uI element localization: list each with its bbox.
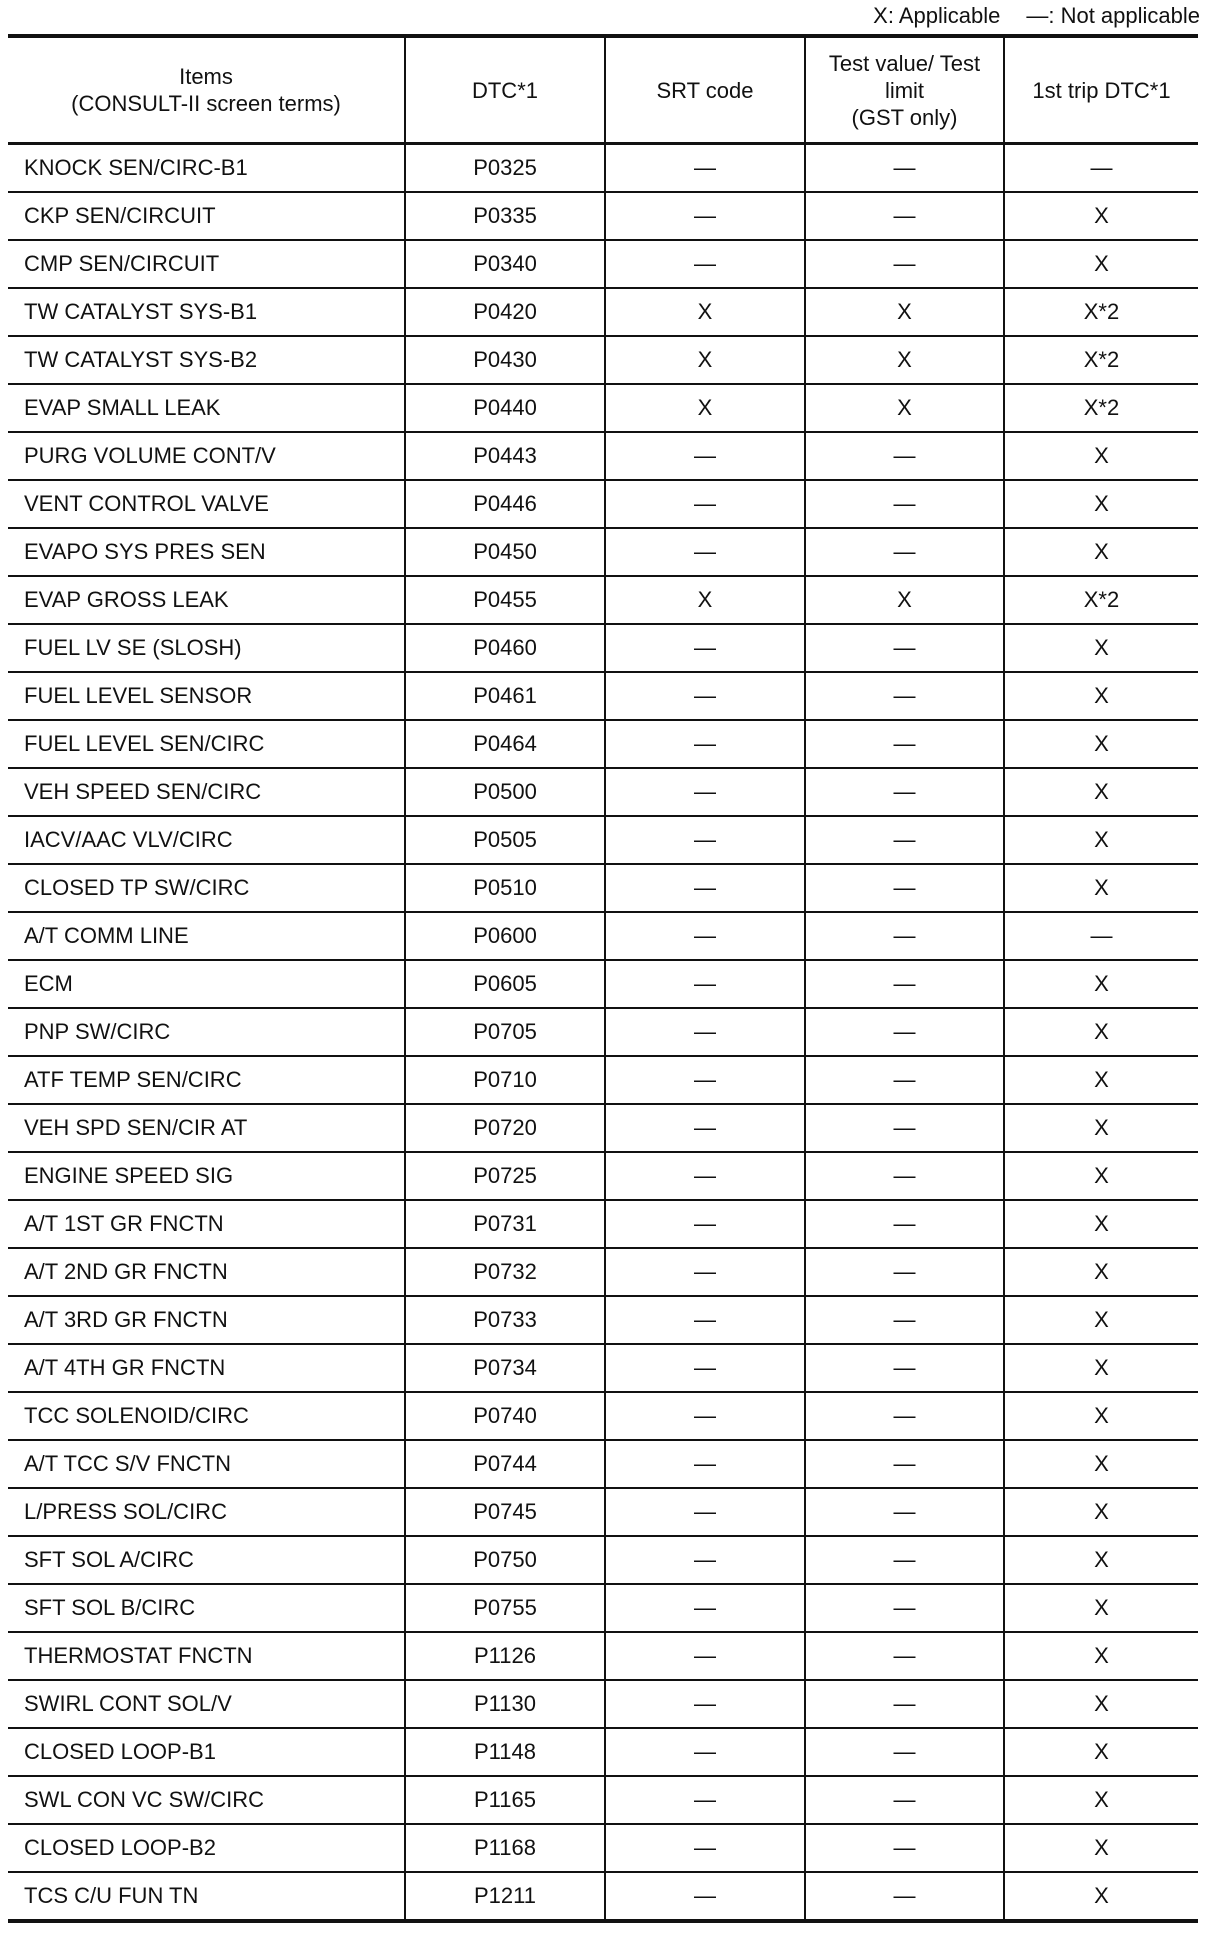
srt-code-cell: —	[605, 1872, 805, 1921]
srt-code-cell: —	[605, 1200, 805, 1248]
dtc-cell: P1165	[405, 1776, 605, 1824]
dtc-cell: P0710	[405, 1056, 605, 1104]
srt-code-cell: —	[605, 144, 805, 193]
item-cell: ENGINE SPEED SIG	[8, 1152, 405, 1200]
dtc-cell: P0720	[405, 1104, 605, 1152]
first-trip-dtc-cell: X	[1004, 1776, 1198, 1824]
item-cell: VENT CONTROL VALVE	[8, 480, 405, 528]
test-value-cell: —	[805, 816, 1004, 864]
table-row	[8, 240, 1198, 288]
test-value-cell: —	[805, 864, 1004, 912]
srt-code-cell: —	[605, 1296, 805, 1344]
test-value-cell: —	[805, 1008, 1004, 1056]
dtc-cell: P0420	[405, 288, 605, 336]
first-trip-dtc-cell: X*2	[1004, 336, 1198, 384]
dtc-cell: P0325	[405, 144, 605, 193]
test-value-cell: —	[805, 1248, 1004, 1296]
srt-code-cell: —	[605, 816, 805, 864]
first-trip-dtc-cell: X	[1004, 1296, 1198, 1344]
item-cell: CMP SEN/CIRCUIT	[8, 240, 405, 288]
dtc-cell: P1168	[405, 1824, 605, 1872]
legend-applicable: X: Applicable	[873, 3, 1001, 28]
test-value-cell: —	[805, 1152, 1004, 1200]
test-value-cell: —	[805, 480, 1004, 528]
srt-code-cell: —	[605, 192, 805, 240]
dtc-cell: P1211	[405, 1872, 605, 1921]
dtc-cell: P0443	[405, 432, 605, 480]
srt-code-cell: X	[605, 336, 805, 384]
item-cell: EVAPO SYS PRES SEN	[8, 528, 405, 576]
table-row	[8, 672, 1198, 720]
srt-code-cell: —	[605, 1680, 805, 1728]
header-1st-trip-dtc	[1004, 36, 1198, 144]
srt-code-cell: —	[605, 432, 805, 480]
item-cell: EVAP SMALL LEAK	[8, 384, 405, 432]
first-trip-dtc-cell: X	[1004, 1392, 1198, 1440]
srt-code-cell: —	[605, 624, 805, 672]
test-value-cell: —	[805, 144, 1004, 193]
srt-code-cell: —	[605, 480, 805, 528]
item-cell: CKP SEN/CIRCUIT	[8, 192, 405, 240]
srt-code-cell: —	[605, 528, 805, 576]
srt-code-cell: —	[605, 1632, 805, 1680]
first-trip-dtc-cell: X	[1004, 432, 1198, 480]
srt-code-cell: —	[605, 1248, 805, 1296]
first-trip-dtc-cell: X	[1004, 960, 1198, 1008]
first-trip-dtc-cell: X	[1004, 1680, 1198, 1728]
table-row	[8, 1776, 1198, 1824]
first-trip-dtc-cell: X	[1004, 816, 1198, 864]
dtc-cell: P0500	[405, 768, 605, 816]
dtc-cell: P0464	[405, 720, 605, 768]
dtc-cell: P0505	[405, 816, 605, 864]
dtc-cell: P0340	[405, 240, 605, 288]
test-value-cell: —	[805, 1200, 1004, 1248]
item-cell: FUEL LEVEL SEN/CIRC	[8, 720, 405, 768]
test-value-cell: —	[805, 720, 1004, 768]
table-row	[8, 384, 1198, 432]
table-row	[8, 1632, 1198, 1680]
table-row	[8, 1056, 1198, 1104]
table-row	[8, 1488, 1198, 1536]
first-trip-dtc-cell: X	[1004, 1440, 1198, 1488]
dtc-cell: P0455	[405, 576, 605, 624]
item-cell: L/PRESS SOL/CIRC	[8, 1488, 405, 1536]
test-value-cell: —	[805, 1680, 1004, 1728]
first-trip-dtc-cell: X	[1004, 1152, 1198, 1200]
header-line: DTC*1	[471, 77, 538, 103]
srt-code-cell: —	[605, 768, 805, 816]
table-row	[8, 144, 1198, 193]
dtc-table	[8, 34, 1198, 1923]
table-row	[8, 720, 1198, 768]
item-cell: SFT SOL B/CIRC	[8, 1584, 405, 1632]
test-value-cell: —	[805, 1536, 1004, 1584]
table-row	[8, 576, 1198, 624]
item-cell: VEH SPEED SEN/CIRC	[8, 768, 405, 816]
table-row	[8, 912, 1198, 960]
test-value-cell: —	[805, 1440, 1004, 1488]
header-dtc	[405, 36, 605, 144]
item-cell: KNOCK SEN/CIRC-B1	[8, 144, 405, 193]
srt-code-cell: —	[605, 240, 805, 288]
item-cell: A/T 1ST GR FNCTN	[8, 1200, 405, 1248]
test-value-cell: —	[805, 432, 1004, 480]
item-cell: A/T 2ND GR FNCTN	[8, 1248, 405, 1296]
item-cell: A/T 3RD GR FNCTN	[8, 1296, 405, 1344]
test-value-cell: —	[805, 1632, 1004, 1680]
first-trip-dtc-cell: X	[1004, 1632, 1198, 1680]
dtc-cell: P0440	[405, 384, 605, 432]
first-trip-dtc-cell: X	[1004, 192, 1198, 240]
dtc-cell: P1130	[405, 1680, 605, 1728]
item-cell: CLOSED TP SW/CIRC	[8, 864, 405, 912]
table-row	[8, 1248, 1198, 1296]
test-value-cell: X	[805, 288, 1004, 336]
table-row	[8, 1728, 1198, 1776]
test-value-cell: —	[805, 1104, 1004, 1152]
table-row	[8, 1584, 1198, 1632]
dtc-cell: P0745	[405, 1488, 605, 1536]
header-line: SRT code	[656, 77, 754, 103]
first-trip-dtc-cell: X	[1004, 1728, 1198, 1776]
item-cell: TCS C/U FUN TN	[8, 1872, 405, 1921]
srt-code-cell: —	[605, 720, 805, 768]
dtc-cell: P0510	[405, 864, 605, 912]
item-cell: ECM	[8, 960, 405, 1008]
srt-code-cell: —	[605, 1584, 805, 1632]
srt-code-cell: —	[605, 1344, 805, 1392]
dtc-cell: P0725	[405, 1152, 605, 1200]
table-row	[8, 1392, 1198, 1440]
first-trip-dtc-cell: X	[1004, 720, 1198, 768]
table-row	[8, 1536, 1198, 1584]
item-cell: PURG VOLUME CONT/V	[8, 432, 405, 480]
dtc-cell: P0740	[405, 1392, 605, 1440]
item-cell: FUEL LV SE (SLOSH)	[8, 624, 405, 672]
table-row	[8, 1824, 1198, 1872]
test-value-cell: X	[805, 384, 1004, 432]
table-row	[8, 1008, 1198, 1056]
first-trip-dtc-cell: X	[1004, 1344, 1198, 1392]
dtc-cell: P0705	[405, 1008, 605, 1056]
test-value-cell: —	[805, 672, 1004, 720]
dtc-cell: P0600	[405, 912, 605, 960]
srt-code-cell: X	[605, 288, 805, 336]
table-row	[8, 1296, 1198, 1344]
item-cell: PNP SW/CIRC	[8, 1008, 405, 1056]
item-cell: TW CATALYST SYS-B1	[8, 288, 405, 336]
item-cell: IACV/AAC VLV/CIRC	[8, 816, 405, 864]
srt-code-cell: —	[605, 1824, 805, 1872]
first-trip-dtc-cell: X*2	[1004, 384, 1198, 432]
first-trip-dtc-cell: X	[1004, 1584, 1198, 1632]
table-row	[8, 1200, 1198, 1248]
srt-code-cell: —	[605, 1440, 805, 1488]
table-row	[8, 816, 1198, 864]
first-trip-dtc-cell: X	[1004, 480, 1198, 528]
test-value-cell: —	[805, 768, 1004, 816]
first-trip-dtc-cell: X	[1004, 1488, 1198, 1536]
srt-code-cell: —	[605, 864, 805, 912]
dtc-cell: P1148	[405, 1728, 605, 1776]
srt-code-cell: —	[605, 1728, 805, 1776]
item-cell: TCC SOLENOID/CIRC	[8, 1392, 405, 1440]
srt-code-cell: —	[605, 672, 805, 720]
table-row	[8, 1152, 1198, 1200]
header-test-value	[805, 36, 1004, 144]
table-row	[8, 528, 1198, 576]
srt-code-cell: X	[605, 576, 805, 624]
srt-code-cell: —	[605, 1536, 805, 1584]
dtc-cell: P0750	[405, 1536, 605, 1584]
header-line: 1st trip DTC*1	[1032, 77, 1171, 103]
table-row	[8, 1680, 1198, 1728]
test-value-cell: X	[805, 336, 1004, 384]
srt-code-cell: —	[605, 912, 805, 960]
item-cell: CLOSED LOOP-B2	[8, 1824, 405, 1872]
table-row	[8, 1344, 1198, 1392]
test-value-cell: —	[805, 240, 1004, 288]
test-value-cell: —	[805, 1392, 1004, 1440]
item-cell: ATF TEMP SEN/CIRC	[8, 1056, 405, 1104]
header-row	[8, 36, 1198, 144]
dtc-cell: P0733	[405, 1296, 605, 1344]
dtc-cell: P0430	[405, 336, 605, 384]
table-row	[8, 864, 1198, 912]
first-trip-dtc-cell: X*2	[1004, 576, 1198, 624]
table-row	[8, 288, 1198, 336]
test-value-cell: —	[805, 1344, 1004, 1392]
first-trip-dtc-cell: X	[1004, 624, 1198, 672]
first-trip-dtc-cell: X	[1004, 1008, 1198, 1056]
dtc-cell: P0335	[405, 192, 605, 240]
first-trip-dtc-cell: X	[1004, 528, 1198, 576]
item-cell: SWL CON VC SW/CIRC	[8, 1776, 405, 1824]
header-line: (CONSULT-II screen terms)	[71, 91, 341, 116]
dtc-cell: P0460	[405, 624, 605, 672]
item-cell: TW CATALYST SYS-B2	[8, 336, 405, 384]
first-trip-dtc-cell: X	[1004, 1536, 1198, 1584]
dtc-cell: P0450	[405, 528, 605, 576]
table-header	[8, 36, 1198, 144]
first-trip-dtc-cell: X	[1004, 1104, 1198, 1152]
table-row	[8, 624, 1198, 672]
dtc-cell: P1126	[405, 1632, 605, 1680]
srt-code-cell: X	[605, 384, 805, 432]
dtc-cell: P0734	[405, 1344, 605, 1392]
item-cell: THERMOSTAT FNCTN	[8, 1632, 405, 1680]
first-trip-dtc-cell: X	[1004, 1248, 1198, 1296]
first-trip-dtc-cell: —	[1004, 912, 1198, 960]
test-value-cell: —	[805, 1584, 1004, 1632]
test-value-cell: —	[805, 1728, 1004, 1776]
table-row	[8, 1872, 1198, 1921]
item-cell: A/T 4TH GR FNCTN	[8, 1344, 405, 1392]
header-line: Items	[179, 64, 233, 89]
header-items	[8, 36, 405, 144]
srt-code-cell: —	[605, 1392, 805, 1440]
test-value-cell: —	[805, 960, 1004, 1008]
test-value-cell: —	[805, 1056, 1004, 1104]
srt-code-cell: —	[605, 1104, 805, 1152]
test-value-cell: X	[805, 576, 1004, 624]
item-cell: VEH SPD SEN/CIR AT	[8, 1104, 405, 1152]
test-value-cell: —	[805, 1824, 1004, 1872]
test-value-cell: —	[805, 1488, 1004, 1536]
test-value-cell: —	[805, 192, 1004, 240]
dtc-cell: P0461	[405, 672, 605, 720]
test-value-cell: —	[805, 1872, 1004, 1921]
srt-code-cell: —	[605, 1056, 805, 1104]
first-trip-dtc-cell: X	[1004, 1200, 1198, 1248]
first-trip-dtc-cell: X	[1004, 672, 1198, 720]
test-value-cell: —	[805, 1776, 1004, 1824]
first-trip-dtc-cell: X	[1004, 864, 1198, 912]
item-cell: CLOSED LOOP-B1	[8, 1728, 405, 1776]
test-value-cell: —	[805, 1296, 1004, 1344]
first-trip-dtc-cell: X	[1004, 1824, 1198, 1872]
table-row	[8, 768, 1198, 816]
test-value-cell: —	[805, 624, 1004, 672]
header-srt-code	[605, 36, 805, 144]
table-row	[8, 1104, 1198, 1152]
srt-code-cell: —	[605, 1776, 805, 1824]
header-line: limit	[884, 77, 925, 103]
table-row	[8, 432, 1198, 480]
first-trip-dtc-cell: X	[1004, 1056, 1198, 1104]
dtc-cell: P0731	[405, 1200, 605, 1248]
table-row	[8, 336, 1198, 384]
dtc-cell: P0732	[405, 1248, 605, 1296]
item-cell: EVAP GROSS LEAK	[8, 576, 405, 624]
item-cell: FUEL LEVEL SENSOR	[8, 672, 405, 720]
item-cell: A/T TCC S/V FNCTN	[8, 1440, 405, 1488]
dtc-cell: P0446	[405, 480, 605, 528]
dtc-cell: P0605	[405, 960, 605, 1008]
first-trip-dtc-cell: X	[1004, 240, 1198, 288]
table-row	[8, 480, 1198, 528]
item-cell: SFT SOL A/CIRC	[8, 1536, 405, 1584]
table-row	[8, 960, 1198, 1008]
table-row	[8, 1440, 1198, 1488]
legend	[873, 2, 1200, 30]
first-trip-dtc-cell: —	[1004, 144, 1198, 193]
item-cell: SWIRL CONT SOL/V	[8, 1680, 405, 1728]
table-body	[8, 144, 1198, 1922]
srt-code-cell: —	[605, 1008, 805, 1056]
first-trip-dtc-cell: X	[1004, 768, 1198, 816]
legend-not-applicable: —: Not applicable	[1026, 3, 1200, 28]
table-row	[8, 192, 1198, 240]
item-cell: A/T COMM LINE	[8, 912, 405, 960]
srt-code-cell: —	[605, 1488, 805, 1536]
dtc-cell: P0755	[405, 1584, 605, 1632]
srt-code-cell: —	[605, 1152, 805, 1200]
test-value-cell: —	[805, 528, 1004, 576]
first-trip-dtc-cell: X	[1004, 1872, 1198, 1921]
header-line: (GST only)	[851, 104, 958, 130]
srt-code-cell: —	[605, 960, 805, 1008]
dtc-cell: P0744	[405, 1440, 605, 1488]
first-trip-dtc-cell: X*2	[1004, 288, 1198, 336]
test-value-cell: —	[805, 912, 1004, 960]
header-line: Test value/ Test	[828, 50, 981, 76]
